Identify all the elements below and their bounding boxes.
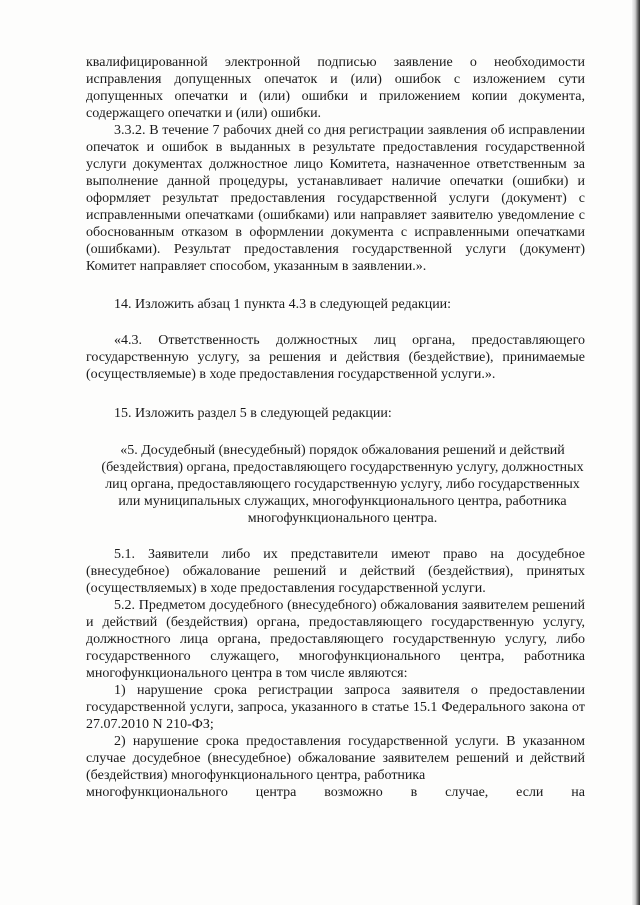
scan-edge-shadow — [632, 0, 640, 905]
paragraph-5-2: 5.2. Предметом досудебного (внесудебного) обжалования заявителем решений и действий (бездействия) органа, предоставляющего государственную услугу, должностного лица органа, предоставляющего государственную услугу, либо государственного служащего, многофункционального центра, работника многофункционального центра в том числе являются: — [86, 598, 585, 681]
list-item-5-2-2-continuation: многофункционального центра возможно в случае, если на — [86, 785, 585, 800]
instruction-item-15: 15. Изложить раздел 5 в следующей редакции: — [114, 406, 392, 421]
list-item-5-2-1: 1) нарушение срока регистрации запроса заявителя о предоставлении государственной услуги, запроса, указанного в статье 15.1 Федерального закона от 27.07.2010 N 210-ФЗ; — [86, 683, 585, 732]
section-5-heading: «5. Досудебный (внесудебный) порядок обжалования решений и действий (бездействия) органа, предоставляющего государственную услугу, должностных лиц органа, предоставляющего государственную услугу, либо государственных или муниципальных служащих, многофункционального центра, работника многофункционального центра. — [101, 443, 584, 526]
paragraph-application-correction: квалифицированной электронной подписью заявление о необходимости исправления допущенных опечаток и (или) ошибок с изложением сути допущенных опечатки и (или) ошибки и приложением копии документа, содержащего опечатки и (или) ошибки. — [86, 55, 585, 121]
paragraph-5-1: 5.1. Заявители либо их представители имеют право на досудебное (внесудебное) обжалование решений и действий (бездействия), принятых (осуществляемых) в ходе предоставления государственной услуги. — [86, 547, 585, 596]
list-item-5-2-2: 2) нарушение срока предоставления государственной услуги. В указанном случае досудебное (внесудебное) обжалование заявителем решений и действий (бездействия) многофункционального центра, работника — [86, 734, 585, 783]
paragraph-3-3-2: 3.3.2. В течение 7 рабочих дней со дня регистрации заявления об исправлении опечаток и ошибок в выданных в результате предоставления государственной услуги документах должностное лицо Комитета, назначенное ответственным за выполнение данной процедуры, устанавливает наличие опечатки (ошибки) и оформляет результат предоставления государственной услуги (документ) с исправленными опечатками (ошибками) или направляет заявителю уведомление с обоснованным отказом в оформлении документа с исправленными опечатками (ошибками). Результат предоставления государственной услуги (документ) Комитет направляет способом, указанным в заявлении.». — [86, 123, 585, 274]
instruction-item-14: 14. Изложить абзац 1 пункта 4.3 в следующей редакции: — [114, 297, 452, 312]
document-body — [86, 54, 585, 801]
quote-clause-4-3: «4.3. Ответственность должностных лиц органа, предоставляющего государственную услугу, за решения и действия (бездействие), принимаемые (осуществляемые) в ходе предоставления государственной услуги.». — [86, 333, 585, 382]
